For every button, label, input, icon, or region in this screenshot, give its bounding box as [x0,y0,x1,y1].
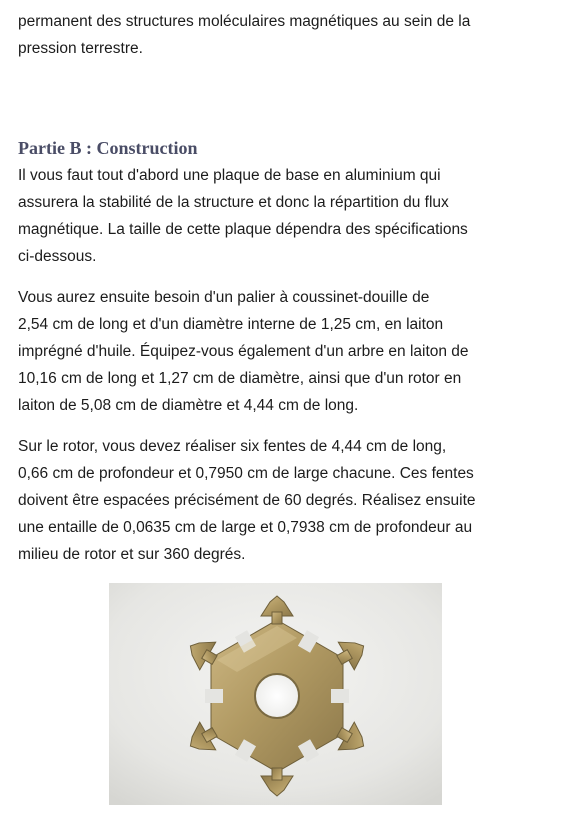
text-line: 2,54 cm de long et d'un diamètre interne de 1,25 cm, en laiton [18,316,444,333]
paragraph-base-plate [18,162,548,270]
text-line: imprégné d'huile. Équipez-vous également d'un arbre en laiton de [18,343,469,360]
rotor-photo [109,583,442,805]
intro-paragraph [18,8,548,62]
text-line: Vous aurez ensuite besoin d'un palier à coussinet-douille de [18,289,430,306]
paragraph-bearing-shaft-rotor [18,284,548,419]
text-line: 10,16 cm de long et 1,27 cm de diamètre, ainsi que d'un rotor en [18,370,462,387]
text-line: milieu de rotor et sur 360 degrés. [18,546,246,563]
text-line: doivent être espacées précisément de 60 degrés. Réalisez ensuite [18,492,476,509]
text-line: Il vous faut tout d'abord une plaque de base en aluminium qui [18,167,441,184]
paragraph-rotor-slots [18,433,548,568]
text-line: permanent des structures moléculaires magnétiques au sein de la [18,13,471,30]
text-line: Sur le rotor, vous devez réaliser six fentes de 4,44 cm de long, [18,438,447,455]
text-line: assurera la stabilité de la structure et donc la répartition du flux [18,194,449,211]
text-line: 0,66 cm de profondeur et 0,7950 cm de large chacune. Ces fentes [18,465,474,482]
text-line: ci-dessous. [18,248,97,265]
section-heading: Partie B : Construction [18,138,198,158]
text-line: une entaille de 0,0635 cm de large et 0,7938 cm de profondeur au [18,519,473,536]
text-line: pression terrestre. [18,40,143,57]
text-line: magnétique. La taille de cette plaque dépendra des spécifications [18,221,468,238]
text-line: laiton de 5,08 cm de diamètre et 4,44 cm de long. [18,397,359,414]
